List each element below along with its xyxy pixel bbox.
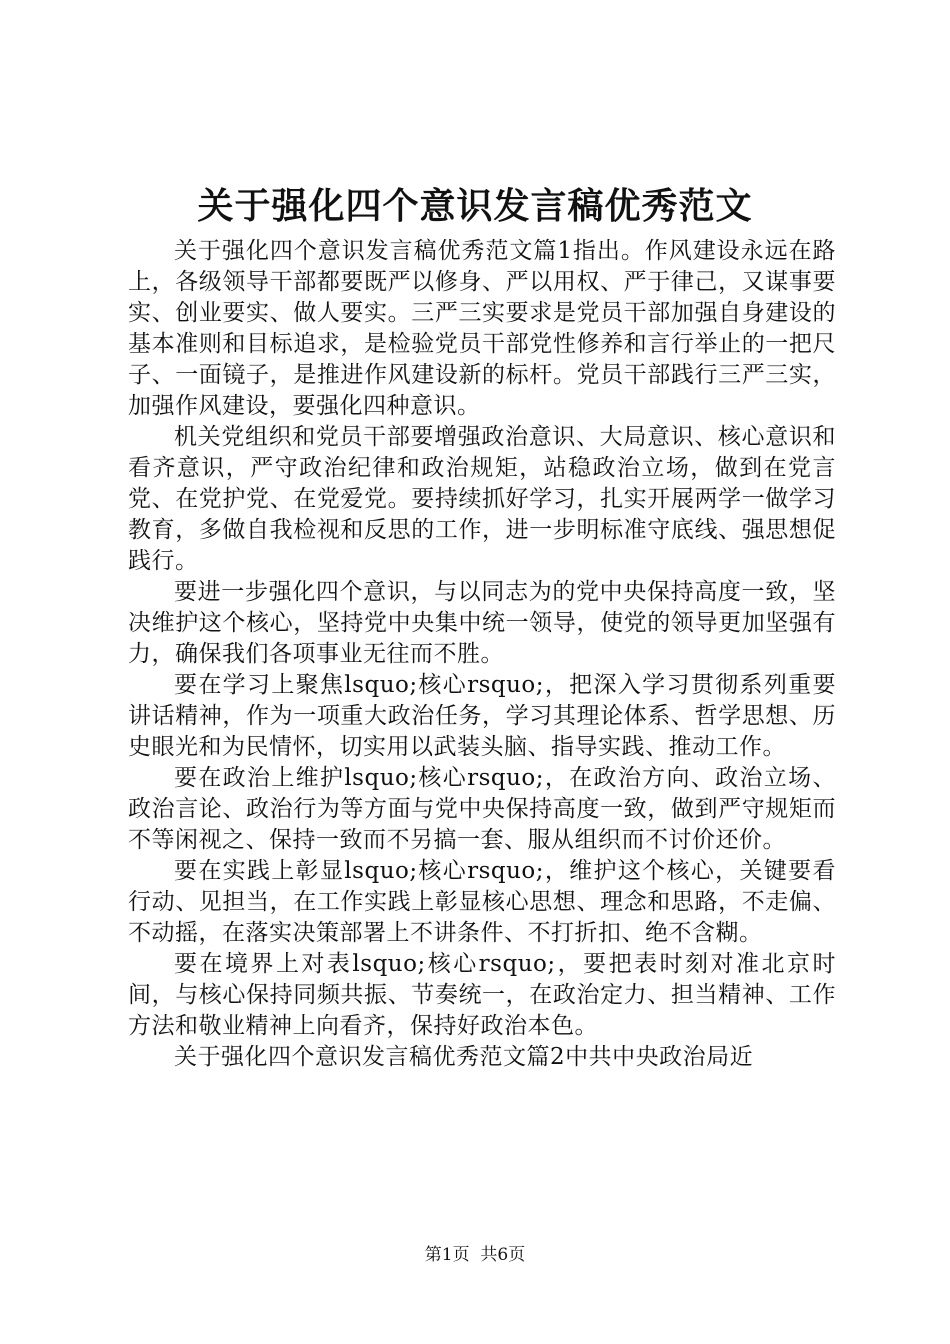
page-number: 第1页 <box>424 1245 470 1265</box>
document-body <box>128 236 836 1073</box>
paragraph-4: 要在学习上聚焦lsquo;核心rsquo;，把深入学习贯彻系列重要讲话精神，作为一项重大政治任务，学习其理论体系、哲学思想、历史眼光和为民情怀，切实用以武装头脑、指导实践、推动工作。 <box>128 672 836 760</box>
page-total: 共6页 <box>480 1245 526 1265</box>
page-footer <box>0 1244 950 1266</box>
footer-spacer <box>470 1245 481 1265</box>
paragraph-7: 要在境界上对表lsquo;核心rsquo;，要把表时刻对准北京时间，与核心保持同频共振、节奏统一，在政治定力、担当精神、工作方法和敬业精神上向看齐，保持好政治本色。 <box>128 951 836 1039</box>
paragraph-8: 关于强化四个意识发言稿优秀范文篇2中共中央政治局近 <box>174 1044 754 1070</box>
document-title: 关于强化四个意识发言稿优秀范文 <box>197 185 753 227</box>
paragraph-5: 要在政治上维护lsquo;核心rsquo;，在政治方向、政治立场、政治言论、政治行为等方面与党中央保持高度一致，做到严守规矩而不等闲视之、保持一致而不另搞一套、服从组织而不讨价还价。 <box>128 765 836 853</box>
paragraph-3: 要进一步强化四个意识，与以同志为的党中央保持高度一致，坚决维护这个核心，坚持党中央集中统一领导，使党的领导更加坚强有力，确保我们各项事业无往而不胜。 <box>128 579 836 667</box>
paragraph-2: 机关党组织和党员干部要增强政治意识、大局意识、核心意识和看齐意识，严守政治纪律和政治规矩，站稳政治立场，做到在党言党、在党护党、在党爱党。要持续抓好学习，扎实开展两学一做学习教育，多做自我检视和反思的工作，进一步明标准守底线、强思想促践行。 <box>128 424 836 574</box>
paragraph-1: 关于强化四个意识发言稿优秀范文篇1指出。作风建设永远在路上，各级领导干部都要既严以修身、严以用权、严于律己，又谋事要实、创业要实、做人要实。三严三实要求是党员干部加强自身建设的基本准则和目标追求，是检验党员干部党性修养和言行举止的一把尺子、一面镜子，是推进作风建设新的标杆。党员干部践行三严三实，加强作风建设，要强化四种意识。 <box>128 238 836 419</box>
paragraph-6: 要在实践上彰显lsquo;核心rsquo;，维护这个核心，关键要看行动、见担当，在工作实践上彰显核心思想、理念和思路，不走偏、不动摇，在落实决策部署上不讲条件、不打折扣、绝不含糊。 <box>128 858 836 946</box>
